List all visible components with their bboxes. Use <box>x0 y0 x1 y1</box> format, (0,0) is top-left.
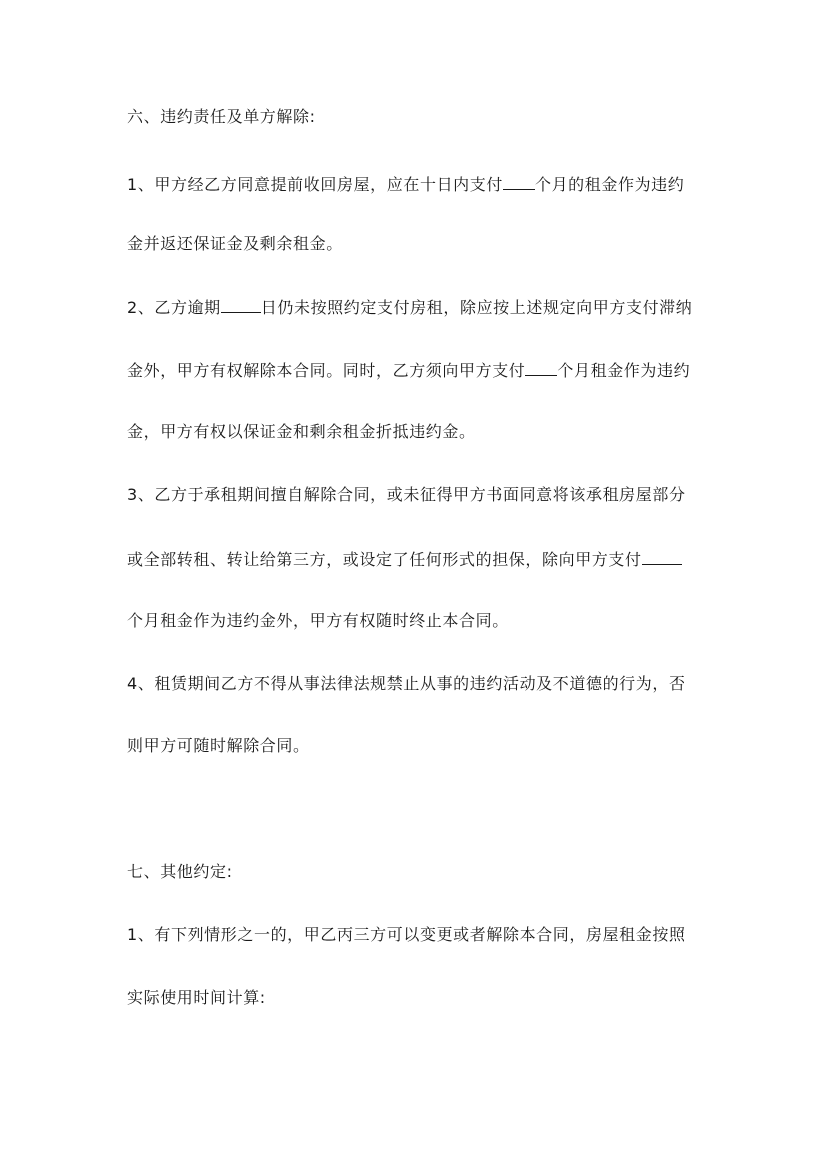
section-6-item-2-line-3: 金，甲方有权以保证金和剩余租金折抵违约金。 <box>127 422 476 441</box>
fill-blank <box>503 174 535 190</box>
section-6-heading: 六、违约责任及单方解除: <box>127 107 316 126</box>
section-6-item-4-line-2: 则甲方可随时解除合同。 <box>127 736 310 755</box>
section-7-item-1-line-2: 实际使用时间计算: <box>127 988 266 1007</box>
fill-blank <box>525 360 557 376</box>
section-6-item-2-line-1: 2、乙方逾期 日仍未按照约定支付房租，除应按上述规定向甲方支付滞纳 <box>127 298 693 317</box>
section-6-item-3-line-2: 或全部转租、转让给第三方，或设定了任何形式的担保，除向甲方支付 <box>127 549 727 570</box>
watermark <box>263 392 336 497</box>
fill-blank <box>642 549 682 565</box>
section-7-item-1-line-1: 1、有下列情形之一的，甲乙丙三方可以变更或者解除本合同，房屋租金按照 <box>127 925 686 944</box>
section-7-heading: 七、其他约定: <box>127 862 233 881</box>
section-6-item-3-line-3: 个月租金作为违约金外，甲方有权随时终止本合同。 <box>127 611 509 630</box>
fill-blank <box>221 297 261 313</box>
section-6-item-1-line-1: 1、甲方经乙方同意提前收回房屋，应在十日内支付 个月的租金作为违约 <box>127 175 685 194</box>
section-6-item-4-line-1: 4、租赁期间乙方不得从事法律法规禁止从事的违约活动及不道德的行为，否 <box>127 674 686 693</box>
section-6-item-1-line-2: 金并返还保证金及剩余租金。 <box>127 234 343 253</box>
section-6-item-2-line-2: 金外，甲方有权解除本合同。同时，乙方须向甲方支付 个月租金作为违约 <box>127 361 691 380</box>
section-6-item-3-line-1: 3、乙方于承租期间擅自解除合同，或未征得甲方书面同意将该承租房屋部分 <box>127 485 686 504</box>
